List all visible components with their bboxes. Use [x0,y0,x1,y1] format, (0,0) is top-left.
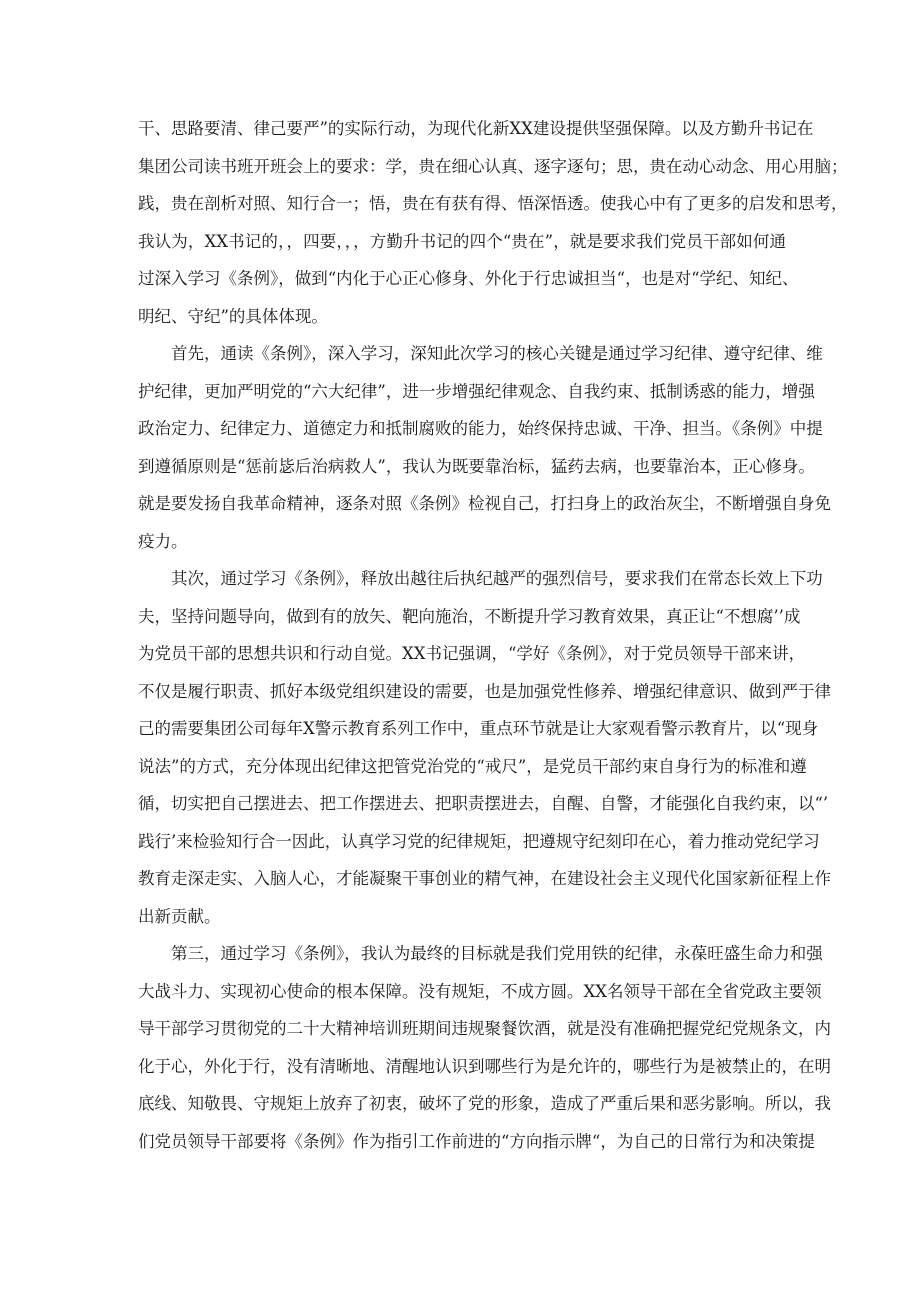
text-line: 过深入学习《条例》，做到“内化于心正心修身、外化于行忠诚担当“，也是对“学纪、知纪、 [138,269,799,288]
document-body [138,110,848,1160]
text-line: 到遵循原则是“惩前毖后治病救人”，我认为既要靠治标，猛药去病，也要靠治本，正心修身。 [138,456,815,476]
text-line: 政治定力、纪律定力、道德定力和抵制腐败的能力，始终保持忠诚、干净、担当。《条例》中提 [138,419,823,438]
text-line: 底线、知敬畏、守规矩上放弃了初衷，破坏了党的形象，造成了严重后果和恶劣影响。所以，我 [138,1094,831,1113]
text-line: 疫力。 [138,531,188,551]
paragraph [138,935,831,1160]
text-line: 护纪律，更加严明党的“六大纪律”，进一步增强纪律观念、自我约束、抵制诱惑的能力，增强 [138,381,815,401]
text-line: 出新贡献。 [138,906,221,926]
text-line: 践行’来检验知行合一因此，认真学习党的纪律规矩，把遵规守纪刻印在心，着力推动党纪学习 [138,831,820,851]
text-line: 教育走深走实、入脑人心，才能凝聚干事创业的精气神，在建设社会主义现代化国家新征程上作 [138,869,831,888]
text-line: 导干部学习贯彻党的二十大精神培训班期间违规聚餐饮酒，就是没有准确把握党纪党规条文，内 [138,1019,831,1038]
text-line: 们党员领导干部要将《条例》作为指引工作前进的“方向指示牌“，为自己的日常行为和决策提 [138,1131,815,1151]
text-line: 我认为，XX书记的，，四要，，，方勤升书记的四个“贵在”，就是要求我们党员干部如何通 [138,231,786,251]
text-line: 干、思路要清、律己要严”的实际行动，为现代化新XX建设提供坚强保障。以及方勤升书记在 [138,119,814,138]
text-line: 化于心，外化于行，没有清晰地、清醒地认识到哪些行为是允许的，哪些行为是被禁止的，在明 [138,1056,831,1076]
text-line: 首先，通读《条例》，深入学习，深知此次学习的核心关键是通过学习纪律、遵守纪律、维 [171,344,823,363]
text-line: 践，贵在剖析对照、知行合一；悟，贵在有获有得、悟深悟透。使我心中有了更多的启发和思考， [138,194,848,213]
text-line: 夫，坚持问题导向，做到有的放矢、靶向施治，不断提升学习教育效果，真正让“不想腐’’成 [138,606,801,626]
text-line: 不仅是履行职责、抓好本级党组织建设的需要，也是加强党性修养、增强纪律意识、做到严于律 [138,681,831,701]
text-line: 为党员干部的思想共识和行动自觉。XX书记强调，“学好《条例》，对于党员领导干部来讲， [138,644,806,663]
paragraph [138,335,831,560]
text-line: 其次，通过学习《条例》，释放出越往后执纪越严的强烈信号，要求我们在常态长效上下功 [171,569,823,588]
paragraph [138,110,848,335]
text-line: 集团公司读书班开班会上的要求：学，贵在细心认真、逐字逐句；思，贵在动心动念、用心用脑； [138,156,848,176]
text-line: 明纪、守纪”的具体体现。 [138,306,328,326]
paragraph [138,560,831,935]
text-line: 第三，通过学习《条例》，我认为最终的目标就是我们党用铁的纪律，永葆旺盛生命力和强 [171,944,823,963]
text-line: 循，切实把自己摆进去、把工作摆进去、把职责摆进去，自醒、自警，才能强化自我约束，以“’ [138,794,829,813]
text-line: 己的需要集团公司每年X警示教育系列工作中，重点环节就是让大家观看警示教育片，以“现身 [138,719,819,738]
text-line: 大战斗力、实现初心使命的根本保障。没有规矩，不成方圆。XX名领导干部在全省党政主要领 [138,981,822,1001]
text-line: 说法”的方式，充分体现出纪律这把管党治党的“戒尺”，是党员干部约束自身行为的标准和遵 [138,756,807,776]
text-line: 就是要发扬自我革命精神，逐条对照《条例》检视自己，打扫身上的政治灰尘，不断增强自身免 [138,494,831,513]
